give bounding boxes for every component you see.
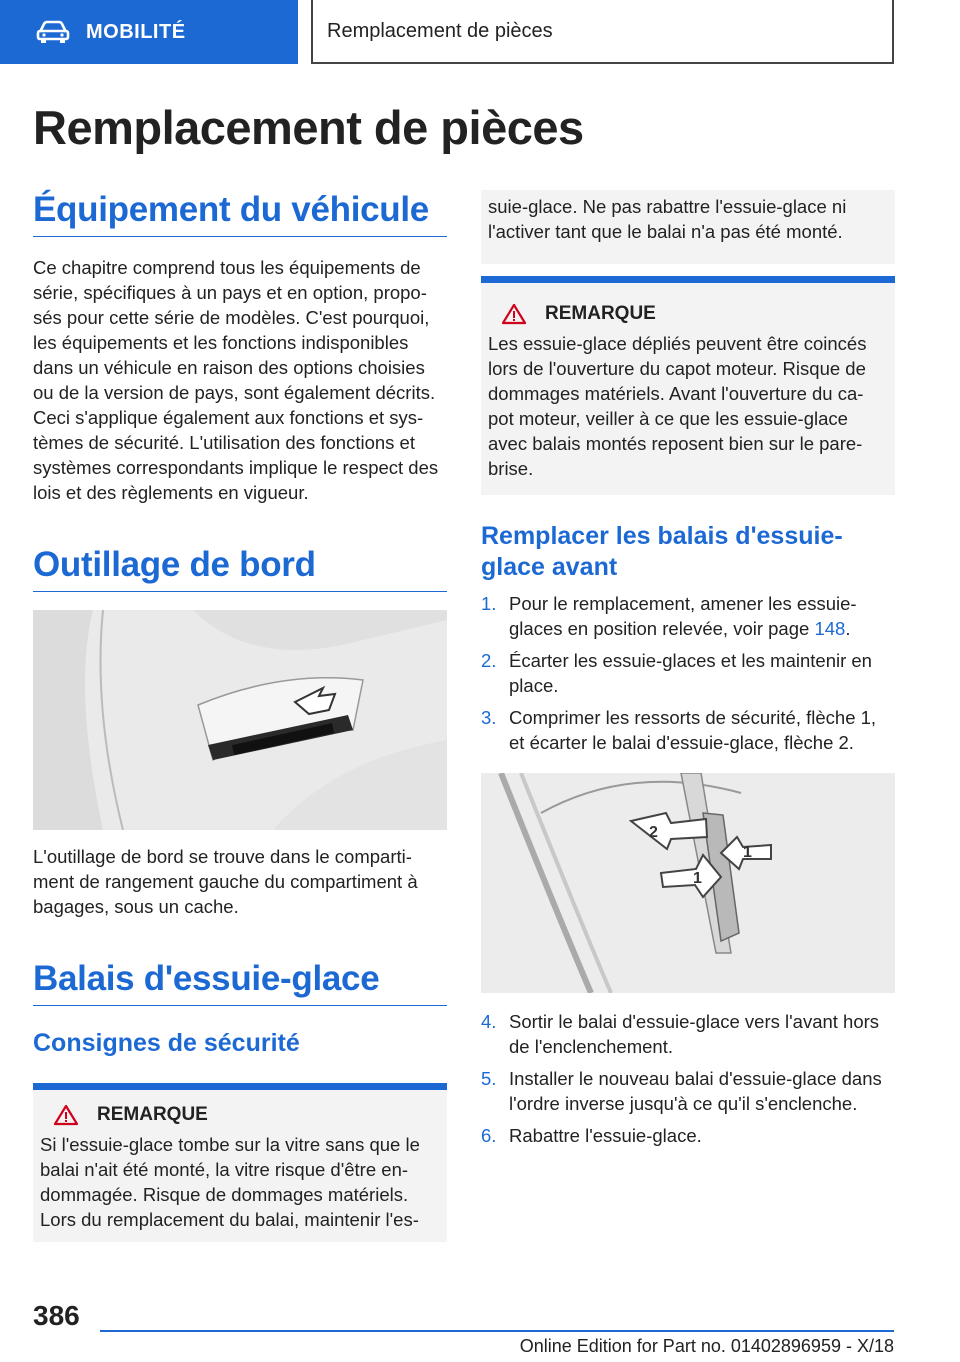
- notice-box-1: [33, 1083, 447, 1242]
- left-column: [33, 190, 447, 1242]
- steps-list-b: [481, 1009, 895, 1148]
- arrow-label-1: 1: [693, 870, 702, 887]
- warning-icon: [501, 303, 527, 325]
- heading-consignes: Consignes de sécurité: [33, 1029, 300, 1057]
- tool-compartment-image: [33, 610, 447, 830]
- list-item: [481, 705, 895, 755]
- page-number: 386: [33, 1300, 80, 1331]
- wiper-blade-illustration: [481, 773, 895, 993]
- car-icon: [36, 20, 70, 44]
- step-number: 5.: [481, 1068, 497, 1089]
- breadcrumb-text: Remplacement de pièces: [327, 19, 553, 42]
- step-text: Pour le remplacement, amener les essuie-glaces en position relevée, voir page 148.: [509, 593, 857, 639]
- step-text: Sortir le balai d'essuie-glace vers l'avant hors de l'enclenchement.: [509, 1011, 880, 1057]
- paragraph-equipement: Ce chapitre comprend tous les équipements de série, spécifiques à un pays et en option, propo-sés pour cette série de modèles. C'est pourquoi, les équipements et les fonctions indisponibles dans un véhicule en raison des options choisies ou de la version de pays, sont également décrits. Ceci s'applique également aux fonctions et sys-tèmes de sécurité. L'utilisation des fonctions et systèmes correspondants implique le respect des lois et des règlements en vigueur.: [33, 257, 439, 503]
- page-title: Remplacement de pièces: [33, 101, 584, 154]
- list-item: [481, 1123, 895, 1148]
- heading-outillage: Outillage de bord: [33, 545, 447, 592]
- step-number: 2.: [481, 650, 497, 671]
- step-number: 1.: [481, 593, 497, 614]
- right-column: [481, 190, 895, 1155]
- arrow-label-1b: 1: [743, 844, 752, 861]
- step-number: 6.: [481, 1125, 497, 1146]
- notice-header: [33, 1090, 447, 1126]
- step-text: Rabattre l'essuie-glace.: [509, 1125, 702, 1146]
- list-item: [481, 1066, 895, 1116]
- notice-body: Si l'essuie-glace tombe sur la vitre sans que le balai n'ait été monté, la vitre risque d'être en-dommagée. Risque de dommages matériels. Lors du remplacement du balai, maintenir l'es-: [40, 1134, 420, 1230]
- list-item: [481, 591, 895, 641]
- tool-compartment-illustration: [33, 610, 447, 830]
- edition-text: Online Edition for Part no. 01402896959 - X/18: [519, 1336, 894, 1356]
- wiper-blade-image: [481, 773, 895, 993]
- step-number: 3.: [481, 707, 497, 728]
- steps-list-a: [481, 591, 895, 755]
- list-item: [481, 1009, 895, 1059]
- list-item: [481, 648, 895, 698]
- notice-title: REMARQUE: [545, 303, 656, 324]
- heading-equipement: Équipement du véhicule: [33, 190, 447, 237]
- notice-bar: [481, 276, 895, 283]
- section-tab[interactable]: [0, 0, 298, 64]
- notice-body-continued: suie-glace. Ne pas rabattre l'essuie-glace ni l'activer tant que le balai n'a pas été monté.: [488, 196, 847, 242]
- step-text: Installer le nouveau balai d'essuie-glace dans l'ordre inverse jusqu'à ce qu'il s'enclenche.: [509, 1068, 882, 1114]
- heading-balais: Balais d'essuie-glace: [33, 959, 447, 1006]
- notice-header: [481, 283, 895, 325]
- section-label: MOBILITÉ: [86, 20, 186, 43]
- heading-remplacer: Remplacer les balais d'essuie-glace avant: [481, 522, 843, 581]
- footer-divider: [100, 1330, 894, 1332]
- notice-bar: [33, 1083, 447, 1090]
- notice-box-2: [481, 276, 895, 495]
- warning-icon: [53, 1104, 79, 1126]
- breadcrumb: [311, 0, 894, 64]
- notice-box-1-continued: [481, 190, 895, 264]
- step-text: Comprimer les ressorts de sécurité, flèche 1, et écarter le balai d'essuie-glace, flèche 2.: [509, 707, 877, 753]
- notice-body: Les essuie-glace dépliés peuvent être coincés lors de l'ouverture du capot moteur. Risque de dommages matériels. Avant l'ouverture du ca-pot moteur, veiller à ce que les essuie-glace avec balais montés reposent bien sur le pare-brise.: [488, 333, 867, 479]
- page-link[interactable]: 148: [814, 618, 846, 639]
- step-text: Écarter les essuie-glaces et les maintenir en place.: [509, 650, 872, 696]
- paragraph-outillage: L'outillage de bord se trouve dans le comparti-ment de rangement gauche du compartiment à bagages, sous un cache.: [33, 846, 418, 917]
- notice-title: REMARQUE: [97, 1104, 208, 1125]
- arrow-label-2: 2: [649, 824, 658, 841]
- step-number: 4.: [481, 1011, 497, 1032]
